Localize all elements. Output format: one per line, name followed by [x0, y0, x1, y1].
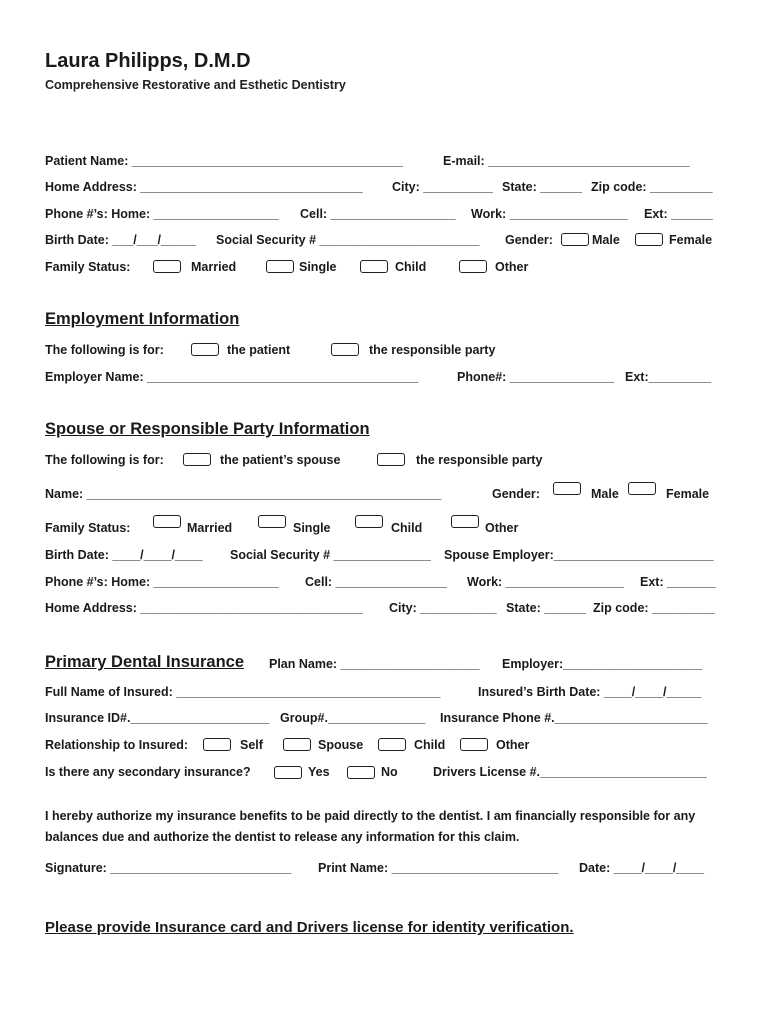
patient-home-phone-field[interactable]: Phone #’s: Home: __________________ [45, 207, 279, 221]
spouse-other-label: Other [485, 521, 519, 535]
spouse-following-label: The following is for: [45, 453, 164, 467]
patient-child-checkbox[interactable] [360, 260, 388, 273]
spouse-address-field[interactable]: Home Address: ________________________________ [45, 601, 363, 615]
spouse-single-label: Single [293, 521, 331, 535]
insurance-phone-field[interactable]: Insurance Phone #.______________________ [440, 711, 708, 725]
spouse-employer-field[interactable]: Spouse Employer:_______________________ [444, 548, 714, 562]
patient-email-field[interactable]: E-mail: _____________________________ [443, 154, 690, 168]
employment-patient-label: the patient [227, 343, 291, 357]
patient-other-checkbox[interactable] [459, 260, 487, 273]
spouse-name-field[interactable]: Name: ___________________________________________________ [45, 487, 442, 501]
spouse-family-status-label: Family Status: [45, 521, 131, 535]
employer-name-field[interactable]: Employer Name: _______________________________________ [45, 370, 419, 384]
patient-ext-field[interactable]: Ext: ______ [644, 207, 713, 221]
practice-title: Laura Philipps, D.M.D [45, 50, 251, 72]
patient-family-status-label: Family Status: [45, 260, 131, 274]
spouse-single-checkbox[interactable] [258, 515, 286, 528]
relationship-other-checkbox[interactable] [460, 738, 488, 751]
spouse-responsible-label: the responsible party [416, 453, 543, 467]
employer-phone-field[interactable]: Phone#: _______________ [457, 370, 615, 384]
patient-single-checkbox[interactable] [266, 260, 294, 273]
patient-male-checkbox[interactable] [561, 233, 589, 246]
patient-child-label: Child [395, 260, 427, 274]
insurance-heading: Primary Dental Insurance [45, 653, 244, 671]
relationship-label: Relationship to Insured: [45, 738, 189, 752]
spouse-state-field[interactable]: State: ______ [506, 601, 586, 615]
insured-full-name-field[interactable]: Full Name of Insured: ______________________________________ [45, 685, 441, 699]
spouse-female-checkbox[interactable] [628, 482, 656, 495]
spouse-patients-spouse-checkbox[interactable] [183, 453, 211, 466]
signature-field[interactable]: Signature: __________________________ [45, 861, 292, 875]
patient-married-checkbox[interactable] [153, 260, 181, 273]
insured-birth-date-field[interactable]: Insured’s Birth Date: ____/____/_____ [478, 685, 702, 699]
spouse-heading: Spouse or Responsible Party Information [45, 420, 370, 438]
employment-responsible-label: the responsible party [369, 343, 496, 357]
secondary-no-checkbox[interactable] [347, 766, 375, 779]
spouse-ext-field[interactable]: Ext: _______ [640, 575, 716, 589]
insurance-plan-name-field[interactable]: Plan Name: ____________________ [269, 657, 480, 671]
spouse-child-checkbox[interactable] [355, 515, 383, 528]
insurance-employer-field[interactable]: Employer:____________________ [502, 657, 703, 671]
spouse-patients-spouse-label: the patient’s spouse [220, 453, 341, 467]
patient-name-field[interactable]: Patient Name: _______________________________________ [45, 154, 403, 168]
relationship-spouse-label: Spouse [318, 738, 364, 752]
patient-other-label: Other [495, 260, 529, 274]
spouse-home-phone-field[interactable]: Phone #’s: Home: __________________ [45, 575, 279, 589]
relationship-self-checkbox[interactable] [203, 738, 231, 751]
relationship-child-label: Child [414, 738, 446, 752]
patient-single-label: Single [299, 260, 337, 274]
patient-ssn-field[interactable]: Social Security # _______________________ [216, 233, 480, 247]
spouse-male-label: Male [591, 487, 619, 501]
spouse-zip-field[interactable]: Zip code: _________ [593, 601, 715, 615]
print-name-field[interactable]: Print Name: ________________________ [318, 861, 559, 875]
patient-work-field[interactable]: Work: _________________ [471, 207, 628, 221]
patient-male-label: Male [592, 233, 620, 247]
insurance-id-field[interactable]: Insurance ID#.____________________ [45, 711, 270, 725]
patient-female-label: Female [669, 233, 713, 247]
relationship-child-checkbox[interactable] [378, 738, 406, 751]
drivers-license-field[interactable]: Drivers License #.________________________ [433, 765, 707, 779]
secondary-no-label: No [381, 765, 398, 779]
spouse-birth-date-field[interactable]: Birth Date: ____/____/____ [45, 548, 203, 562]
patient-birth-date-field[interactable]: Birth Date: ___/___/_____ [45, 233, 196, 247]
patient-address-field[interactable]: Home Address: ________________________________ [45, 180, 363, 194]
employment-patient-checkbox[interactable] [191, 343, 219, 356]
employer-ext-field[interactable]: Ext:_________ [625, 370, 712, 384]
spouse-city-field[interactable]: City: ___________ [389, 601, 497, 615]
authorization-text: I hereby authorize my insurance benefits to be paid directly to the dentist. I am financially responsible for any balances due and authorize the dentist to release any information for this claim. [45, 809, 696, 844]
spouse-responsible-checkbox[interactable] [377, 453, 405, 466]
spouse-female-label: Female [666, 487, 710, 501]
spouse-male-checkbox[interactable] [553, 482, 581, 495]
spouse-married-label: Married [187, 521, 233, 535]
spouse-other-checkbox[interactable] [451, 515, 479, 528]
employment-responsible-checkbox[interactable] [331, 343, 359, 356]
patient-gender-label: Gender: [505, 233, 553, 247]
patient-zip-field[interactable]: Zip code: _________ [591, 180, 713, 194]
verification-notice: Please provide Insurance card and Drivers license for identity verification. [45, 919, 574, 936]
relationship-self-label: Self [240, 738, 263, 752]
patient-female-checkbox[interactable] [635, 233, 663, 246]
signature-date-field[interactable]: Date: ____/____/____ [579, 861, 705, 875]
relationship-spouse-checkbox[interactable] [283, 738, 311, 751]
relationship-other-label: Other [496, 738, 530, 752]
spouse-cell-field[interactable]: Cell: ________________ [305, 575, 447, 589]
spouse-married-checkbox[interactable] [153, 515, 181, 528]
secondary-yes-checkbox[interactable] [274, 766, 302, 779]
practice-subtitle: Comprehensive Restorative and Esthetic Dentistry [45, 78, 346, 92]
patient-married-label: Married [191, 260, 237, 274]
spouse-work-field[interactable]: Work: _________________ [467, 575, 624, 589]
patient-cell-field[interactable]: Cell: __________________ [300, 207, 456, 221]
employment-following-label: The following is for: [45, 343, 164, 357]
spouse-child-label: Child [391, 521, 423, 535]
secondary-insurance-label: Is there any secondary insurance? [45, 765, 251, 779]
spouse-gender-label: Gender: [492, 487, 540, 501]
spouse-ssn-field[interactable]: Social Security # ______________ [230, 548, 431, 562]
patient-city-field[interactable]: City: __________ [392, 180, 493, 194]
secondary-yes-label: Yes [308, 765, 330, 779]
patient-state-field[interactable]: State: ______ [502, 180, 582, 194]
employment-heading: Employment Information [45, 310, 240, 328]
insurance-group-field[interactable]: Group#.______________ [280, 711, 426, 725]
